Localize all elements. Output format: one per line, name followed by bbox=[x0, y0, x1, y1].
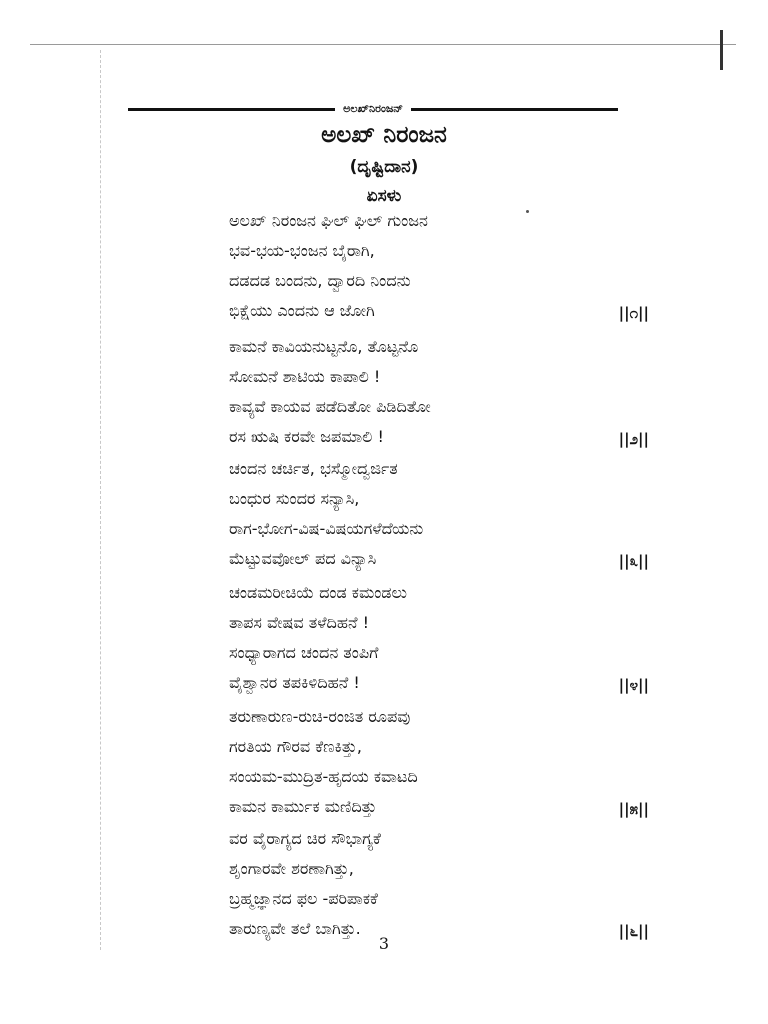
page-subtitle: (ದೃಷ್ಟಿದಾನ) bbox=[349, 157, 419, 177]
scan-corner-mark bbox=[720, 30, 723, 70]
stanza-line: ರಾಗ-ಭೋಗ-ವಿಷ-ವಿಷಯಗಳೆದೆಯನು bbox=[229, 519, 424, 538]
running-head-rule-right bbox=[411, 108, 618, 111]
stanza-number: ||೫|| bbox=[618, 800, 649, 818]
stanza-line: ಕಾವ್ಯವೆ ಕಾಯವ ಪಡೆದಿತೋ ಪಿಡಿದಿತೋ bbox=[229, 397, 431, 416]
stanza-5 bbox=[229, 702, 649, 822]
stanza-line: ಸೋಮನೆ ಶಾಟಿಯ ಕಾಪಾಲಿ ! bbox=[229, 367, 381, 386]
stanza-line: ಬಂಧುರ ಸುಂದರ ಸನ್ಯಾಸಿ, bbox=[229, 489, 360, 508]
stanza-line: ತರುಣಾರುಣ-ರುಚಿ-ರಂಜಿತ ರೂಪವು bbox=[229, 707, 411, 726]
section-heading: ಏಸಳು bbox=[366, 186, 402, 206]
stanza-line: ದಡದಡ ಬಂದನು, ದ್ವಾರದಿ ನಿಂದನು bbox=[229, 271, 411, 290]
stanza-line: ಅಲಖ್ ನಿರಂಜನ ಘಿಲ್ ಘಿಲ್ ಗುಂಜನ bbox=[229, 211, 428, 230]
scan-edge-top bbox=[30, 44, 736, 45]
stanza-line: ಚಂದನ ಚರ್ಚಿತ, ಭಸ್ಮೋದ್ವರ್ಜಿತ bbox=[229, 459, 398, 478]
stanza-4 bbox=[229, 578, 649, 698]
stanza-line: ಕಾಮನೆ ಕಾವಿಯನುಟ್ಟನೊ, ತೊಟ್ಟನೊ bbox=[229, 337, 419, 356]
running-head-text: ಅಲಖ್‌ನಿರಂಜನ್ bbox=[343, 102, 403, 115]
stanza-line: ಬ್ರಹ್ಮಜ್ಞಾನದ ಫಲ -ಪರಿಪಾಕಕೆ bbox=[229, 889, 378, 908]
stanza-line: ತಾಪಸ ವೇಷವ ತಳೆದಿಹನೆ ! bbox=[229, 613, 369, 632]
stanza-line: ರಸ ಋಷಿ ಕರವೇ ಜಪಮಾಲಿ ! bbox=[229, 427, 384, 446]
stanza-line: ಮೆಟ್ಟುವವೋಲ್ ಪದ ವಿನ್ಯಾಸಿ bbox=[229, 549, 377, 568]
page-number: 3 bbox=[378, 934, 390, 953]
stanza-2 bbox=[229, 332, 649, 452]
stanza-line: ವರ ವೈರಾಗ್ಯದ ಚಿರ ಸೌಭಾಗ್ಯಕೆ bbox=[229, 829, 381, 848]
running-head-rule-left bbox=[128, 108, 335, 111]
stanza-number: ||೩|| bbox=[618, 552, 649, 570]
stanza-number: ||೧|| bbox=[618, 304, 649, 322]
stanza-line: ಚಂಡಮರೀಚಿಯೆ ದಂಡ ಕಮಂಡಲು bbox=[229, 583, 407, 602]
stanza-number: ||೪|| bbox=[618, 676, 649, 694]
stanza-line: ವೈಶ್ವಾನರ ತಪಕಿಳಿದಿಹನೆ ! bbox=[229, 673, 360, 692]
stanza-number: ||೬|| bbox=[618, 922, 649, 940]
stanza-3 bbox=[229, 454, 649, 574]
stanza-line: ಭವ-ಭಯ-ಭಂಜನ ಬೈರಾಗಿ, bbox=[229, 241, 375, 260]
stanza-1 bbox=[229, 206, 649, 326]
stanza-line: ಕಾಮನ ಕಾರ್ಮುಕ ಮಣಿದಿತ್ತು bbox=[229, 797, 377, 816]
scan-edge-left bbox=[100, 50, 101, 950]
stanza-line: ತಾರುಣ್ಯವೇ ತಲೆ ಬಾಗಿತ್ತು. bbox=[229, 919, 361, 938]
stanza-line: ಶೃಂಗಾರವೇ ಶರಣಾಗಿತ್ತು, bbox=[229, 859, 354, 878]
stanza-line: ಸಂಧ್ಯಾರಾಗದ ಚಂದನ ತಂಪಿಗೆ bbox=[229, 643, 379, 662]
stanza-line: ಗರತಿಯ ಗೌರವ ಕೆಣಕಿತ್ತು, bbox=[229, 737, 362, 756]
stanza-6 bbox=[229, 824, 649, 944]
page-title: ಅಲಖ್ ನಿರಂಜನ bbox=[321, 122, 447, 148]
stanza-line: ಸಂಯಮ-ಮುದ್ರಿತ-ಹೃದಯ ಕವಾಟದಿ bbox=[229, 767, 418, 786]
stanza-line: ಭಿಕ್ಷೆಯು ಎಂದನು ಆ ಜೋಗಿ bbox=[229, 301, 375, 320]
stanza-number: ||೨|| bbox=[618, 430, 649, 448]
running-head bbox=[128, 98, 618, 120]
